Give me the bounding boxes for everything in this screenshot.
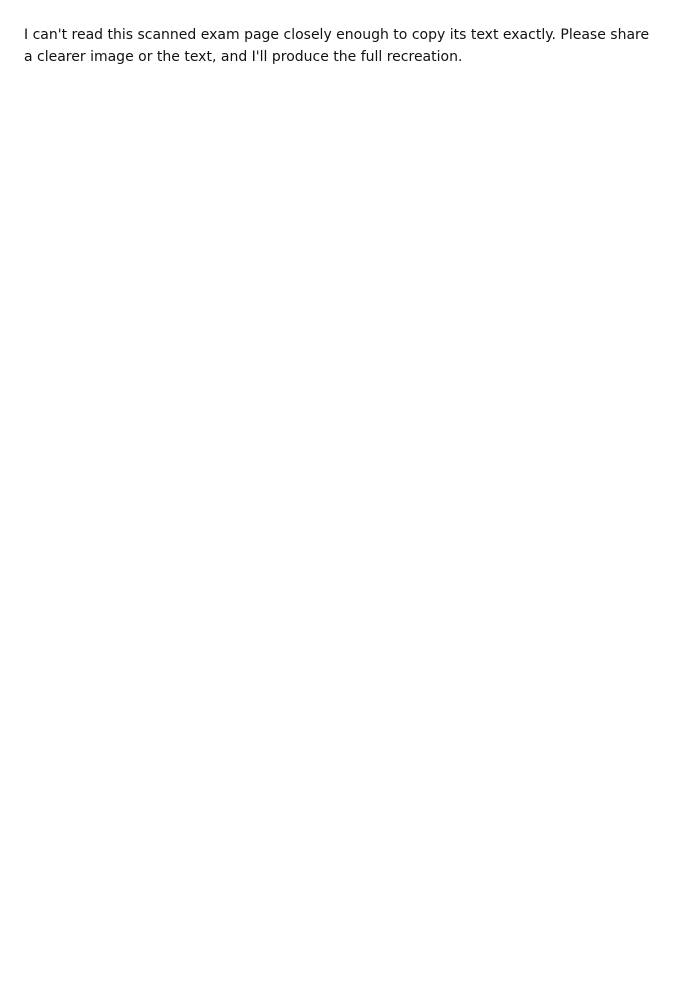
message-note: I can't read this scanned exam page closely enough to copy its text exactly. Please share a clearer image or the text, and I'll produce the full recreation. xyxy=(24,27,650,66)
